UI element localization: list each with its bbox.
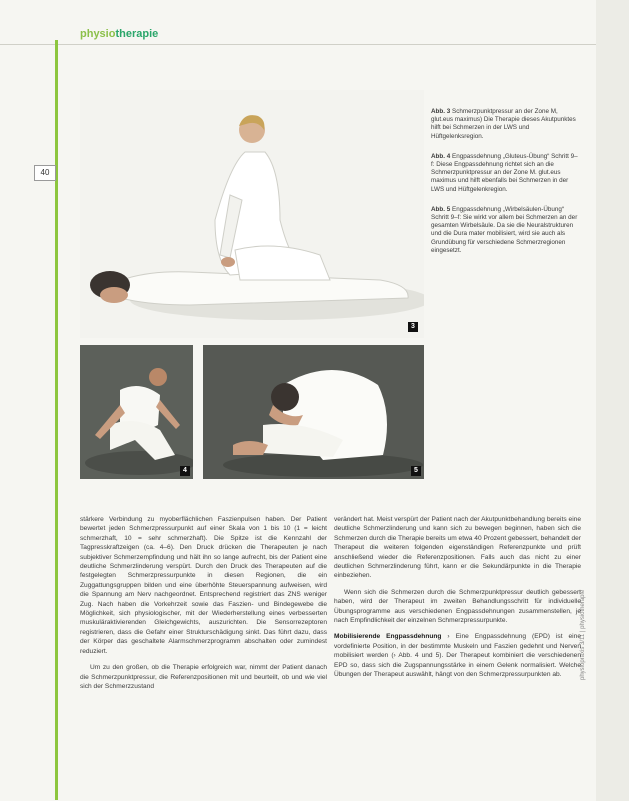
caption-text: Engpassdehnung „Wirbelsäulen-Übung“ Schritt 9–f: Sie wirkt vor allem bei Schmerzen an der gesamten Wirbelsäule. Da sie die Neuralstrukturen und die Dura mater mobilisiert, wird sie auch als Grundübung für verschiedene Schmerzregionen eingesetzt. bbox=[431, 205, 578, 254]
caption-text: Engpassdehnung „Gluteus-Übung“ Schritt 9–f: Diese Engpassdehnung richtet sich an die Schmerzpunktpressur an der Zone M. glut.eus maximus und hilft ebenfalls bei Schmerzen in der LWS und Hüftgelenkregion. bbox=[431, 152, 578, 193]
subsection-text: › Eine Engpassdehnung (EPD) ist eine vordefinierte Position, in der bestimmte Muskeln und Faszien gedehnt und Nerven mobilisiert werden (› Abb. 4 und 5). Der Therapeut kombiniert die verschiedenen EPD so, dass sich die Zugspannungsstärke in einem Gelenk normalisiert. Welche Übungen der Therapeut auswählt, hängt von den Schmerzpressurpunkten ab. bbox=[334, 633, 581, 679]
caption-text: Schmerzpunktpressur an der Zone M, glut.eus maximus) Die Therapie dieses Akutpunktes hilft bei Schmerzen in der LWS und Hüftgelenksregion. bbox=[431, 108, 576, 140]
figure-3-number: 3 bbox=[408, 322, 418, 332]
figure-4-photo bbox=[80, 345, 193, 479]
page-number: 40 bbox=[34, 165, 56, 181]
caption-fig-3 bbox=[431, 108, 581, 141]
page-edge-band bbox=[596, 0, 629, 801]
figure-4-number: 4 bbox=[180, 466, 190, 476]
body-paragraph: stärkere Verbindung zu myoberflächlichen Faszienpulsen haben. Der Patient bewertet jeden Schmerzpressurpunkt auf einer Skala von 1 bis 10 (1 = leicht schmerzhaft, 10 = sehr schmerzhaft). Die Spitze ist die Kennzahl der Tagpresskraftzeigen (ca. 4–6). Den Druck drücken die Therapeuten je nach subjektiver Schmerzempfindung und hält ihn so lange aufrecht, bis der Patient eine deutliche Schmerzlinderung verspürt. Durch den Druck des Therapeuten auf die festgelegten Schmerzpressurpunkte in diesen Regionen, die ein Zuggattungsgruppen bilden und eine überhöhte Steuerspannung aufweisen, wird die Spannung am Nerv nachgeordnet. Entsprechend registriert das ZNS weniger Zug. Nach haben die Vorkehrzeit sowie das Faszien- und Bindegewebe die Möglichkeit, sich physiologischer, mit der Wiederherstellung eines verbesserten muskuläraktivierenden Gleichgewichts, auszurichten. Die Sensorrezeptoren registrieren, dass die Gefahr einer Strukturschädigung sinkt. Das führt dazu, dass der Körper das geschaltete Alarmschmerzprogramm abschalten oder zumindest reduziert. bbox=[80, 516, 327, 655]
subsection-paragraph bbox=[334, 632, 581, 679]
figure-5-number: 5 bbox=[411, 466, 421, 476]
subsection-heading: Mobilisierende Engpassdehnung bbox=[334, 633, 442, 641]
therapist-treating-patient-illustration bbox=[80, 90, 424, 338]
caption-label: Abb. 5 bbox=[431, 205, 451, 213]
body-column-right bbox=[334, 515, 581, 687]
header-rule bbox=[0, 44, 629, 45]
running-head: physiopraxis 3/11 | physiotherapie bbox=[580, 589, 586, 680]
figure-5-photo bbox=[203, 345, 424, 479]
caption-label: Abb. 4 bbox=[431, 152, 451, 160]
caption-fig-4 bbox=[431, 153, 581, 194]
section-title-part1: physio bbox=[80, 28, 116, 40]
figure-captions bbox=[431, 108, 581, 267]
figure-3-photo bbox=[80, 90, 424, 338]
body-paragraph: verändert hat. Meist verspürt der Patient nach der Akutpunktbehandlung bereits eine deutliche Schmerzlinderung und kann sich zu bewegen beginnen, haben sich die Schmerzen durch die Therapie bereits um etwa 40 Prozent gebessert, behandelt der Therapeut die weiteren folgenden eigenständigen Referenzpunkte und prüft anschließend wieder die Referenzpositionen. Falls auch das nicht zu einer deutlichen Schmerzlinderung führt, kann er die Sekundärpunkte in die Therapie einbeziehen. bbox=[334, 516, 581, 580]
section-header bbox=[80, 28, 158, 40]
section-title-part2: therapie bbox=[115, 28, 159, 40]
spine-stretch-illustration bbox=[203, 345, 424, 479]
section-color-bar bbox=[55, 40, 58, 800]
gluteus-stretch-illustration bbox=[80, 345, 193, 479]
body-column-left bbox=[80, 515, 327, 698]
body-paragraph: Wenn sich die Schmerzen durch die Schmerzpunktpressur deutlich gebessert haben, wird der Therapeut im zweiten Behandlungsschritt für individuelle Übungsprogramme aus verschiedenen Engpassdehnungen zusammenstellen, je nach Empfindlichkeit der einzelnen Schmerzpressurpunkte. bbox=[334, 588, 581, 625]
body-paragraph: Um zu den großen, ob die Therapie erfolgreich war, nimmt der Patient danach die Schmerzpunktpressur, die Referenzpositionen mit und beurteilt, ob und wie viel sich der Schmerzzustand bbox=[80, 664, 327, 690]
caption-label: Abb. 3 bbox=[431, 108, 451, 115]
caption-fig-5 bbox=[431, 206, 581, 255]
